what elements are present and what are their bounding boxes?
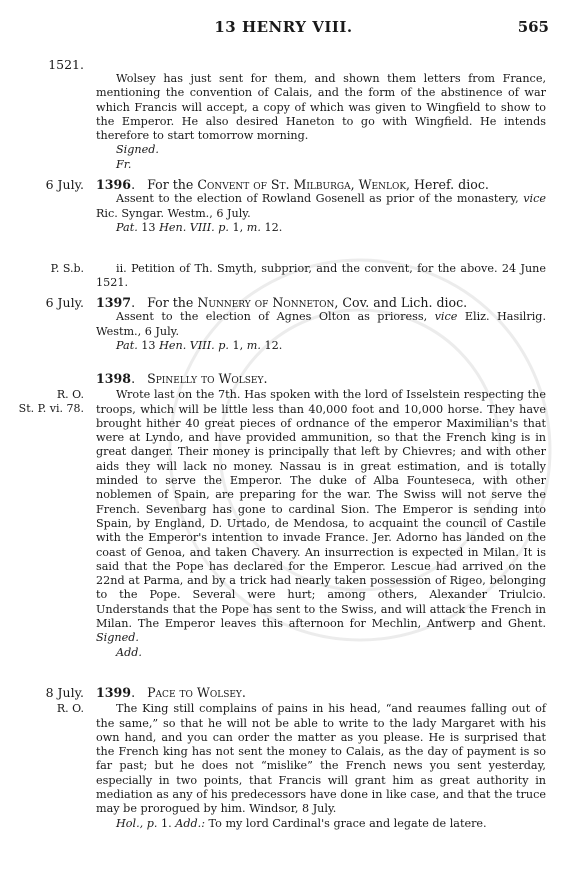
paragraph-text: Assent to the election of Agnes Olton as prioress, [116,310,435,324]
entry-body [96,372,546,660]
entry-heading: 1399. Pace to Wolsey. [96,685,246,700]
page-number: 565 [517,18,549,36]
entry-citation [96,339,546,353]
heading-suffix: , Cov. and Lich. dioc. [334,295,468,310]
citation-part: 1, [228,220,247,234]
source-label: Fr. [116,157,132,171]
paragraph-text-end: Ric. Syngar. Westm., 6 July. [96,206,251,220]
entry-number: 1399 [96,685,132,700]
entry-paragraph [96,310,546,339]
continued-entry-text: Wolsey has just sent for them, and shown them letters from France, mentioning the convention of Calais, and the form of the abstinence of war which Francis will accept, a copy of which was given to Wingfield to show to the Emperor. He also desired Haneton to go with Wingfield. He intends therefore to start tomorrow morning. [96,72,546,143]
entry-heading: 1398. Spinelly to Wolsey. [96,371,268,386]
heading-prefix: For the [147,177,198,192]
heading-prefix: For the [147,295,198,310]
page-header [0,18,567,38]
citation-reign: Hen. VIII. p. [159,220,229,234]
heading-title: Convent of St. Milburga, Wenlok [197,177,407,192]
continued-entry-signature [96,143,546,157]
source-address: To my lord Cardinal's grace and legate de latere. [205,816,487,830]
entry-body [96,178,546,235]
vice-word: vice [434,310,458,324]
vice-word: vice [523,192,546,206]
margin-state-papers: St. P. vi. 78. [18,402,84,415]
entry-heading: 1397. For the Nunnery of Nonneton, Cov. and Lich. dioc. [96,295,468,310]
sub-entry-text: ii. Petition of Th. Smyth, subprior, and the convent, for the above. 24 June 1521. [96,262,546,290]
citation-year: 13 [137,338,160,352]
margin-record-office: R. O. [56,702,84,715]
entry-body [96,296,546,353]
citation-membrane: 12. [260,220,283,234]
margin-record-office: R. O. [56,388,84,401]
heading-title: Nunnery of Nonneton [197,295,335,310]
entry-paragraph: The King still complains of pains in his head, “and reaumes falling out of the same,” so that he will not be able to write to the lady Margaret with his own hand, and you can order the matter as you please. He is surprised that the French king has not sent the money to Calais, as the day of payment is so far past; but he does not “mislike” the French news you sent yesterday, especially in two points, that Francis will grant him as great authority in mediation as any of his predecessors have done in like case, and that the truce may be prorogued by him. Windsor, 8 July. [96,702,546,816]
source-add: Add.: [175,816,205,830]
paragraph-text: Assent to the election of Rowland Gosenell as prior of the monastery, [116,192,524,206]
entry-source [96,817,546,831]
citation-reign: Hen. VIII. p. [159,338,229,352]
running-title: 13 HENRY VIII. [214,18,353,36]
paragraph-text: Wrote last on the 7th. Has spoken with the lord of Isselstein respecting the troops, which will be little less than 40,000 foot and 10,000 horse. They have brought hither 40 great pieces of ordnance of the emperor Maximilian's that were at Lyndo, and have provided ammunition, so that the French king is in great danger. Their money is principally that left by Chievres; and with other aids they will lack no money. Nassau is in great estimation, and is totally minded to serve the Emperor. The duke of Alba Founteseca, with other noblemen of Spain, are preparing for the war. The Swiss will not serve the French. Sevenbarg has gone to cardinal Sion. The Emperor is sending into Spain, by England, D. Urtado, de Mendosa, to acquaint the council of Castile with the Emperor's intention to invade France. Jer. Adorno has landed on the coast of Genoa, and taken Chavery. An insurrection is expected in Milan. It is said that the Pope has declared for the Emperor. Lescue had arrived on the 22nd at Parma, and by a trick had nearly taken possession of Rigeo, belonging to the Pope. Several were hurt; among others, Alexander Triulcio. Understands that the Pope has sent to the Swiss, and will attack the French in Milan. The Emperor leaves this afternoon for Mechlin, Antwerp and Ghent. [96,388,546,631]
heading-title: Spinelly to Wolsey. [147,371,268,386]
signed-label: Signed. [116,143,159,157]
entry-paragraph [96,388,546,645]
entry-number: 1397 [96,295,132,310]
entry-citation [96,221,546,235]
entry-margin-source [0,388,84,416]
heading-suffix: , Heref. dioc. [406,177,489,192]
continued-entry-body [96,72,546,172]
entry-date: 8 July. [45,685,84,700]
entry-heading: 1396. For the Convent of St. Milburga, Wenlok, Heref. dioc. [96,177,489,192]
citation-pat: Pat. [116,338,138,352]
sub-entry [96,262,546,291]
citation-part: 1, [228,338,247,352]
source-page-count: 1. [157,816,176,830]
citation-membrane: 12. [260,338,283,352]
source-label: Add. [116,645,142,659]
entry-number: 1398 [96,371,132,386]
entry-date: 6 July. [45,295,84,310]
source-hol: Hol., p. [116,816,158,830]
heading-title: Pace to Wolsey. [147,685,246,700]
entry-paragraph [96,192,546,221]
citation-m: m. [246,220,261,234]
entry-body [96,686,546,831]
citation-year: 13 [137,220,160,234]
entry-source [96,646,546,660]
citation-m: m. [246,338,261,352]
continued-entry-source [96,158,546,172]
signed-label: Signed. [96,631,139,645]
year-margin: 1521. [48,57,84,72]
citation-pat: Pat. [116,220,138,234]
entry-number: 1396 [96,177,132,192]
entry-date: 6 July. [45,177,84,192]
sub-margin: P. S.b. [50,262,84,275]
paragraph-text-end: Eliz. Hasilrig. Westm., 6 July. [96,310,547,338]
